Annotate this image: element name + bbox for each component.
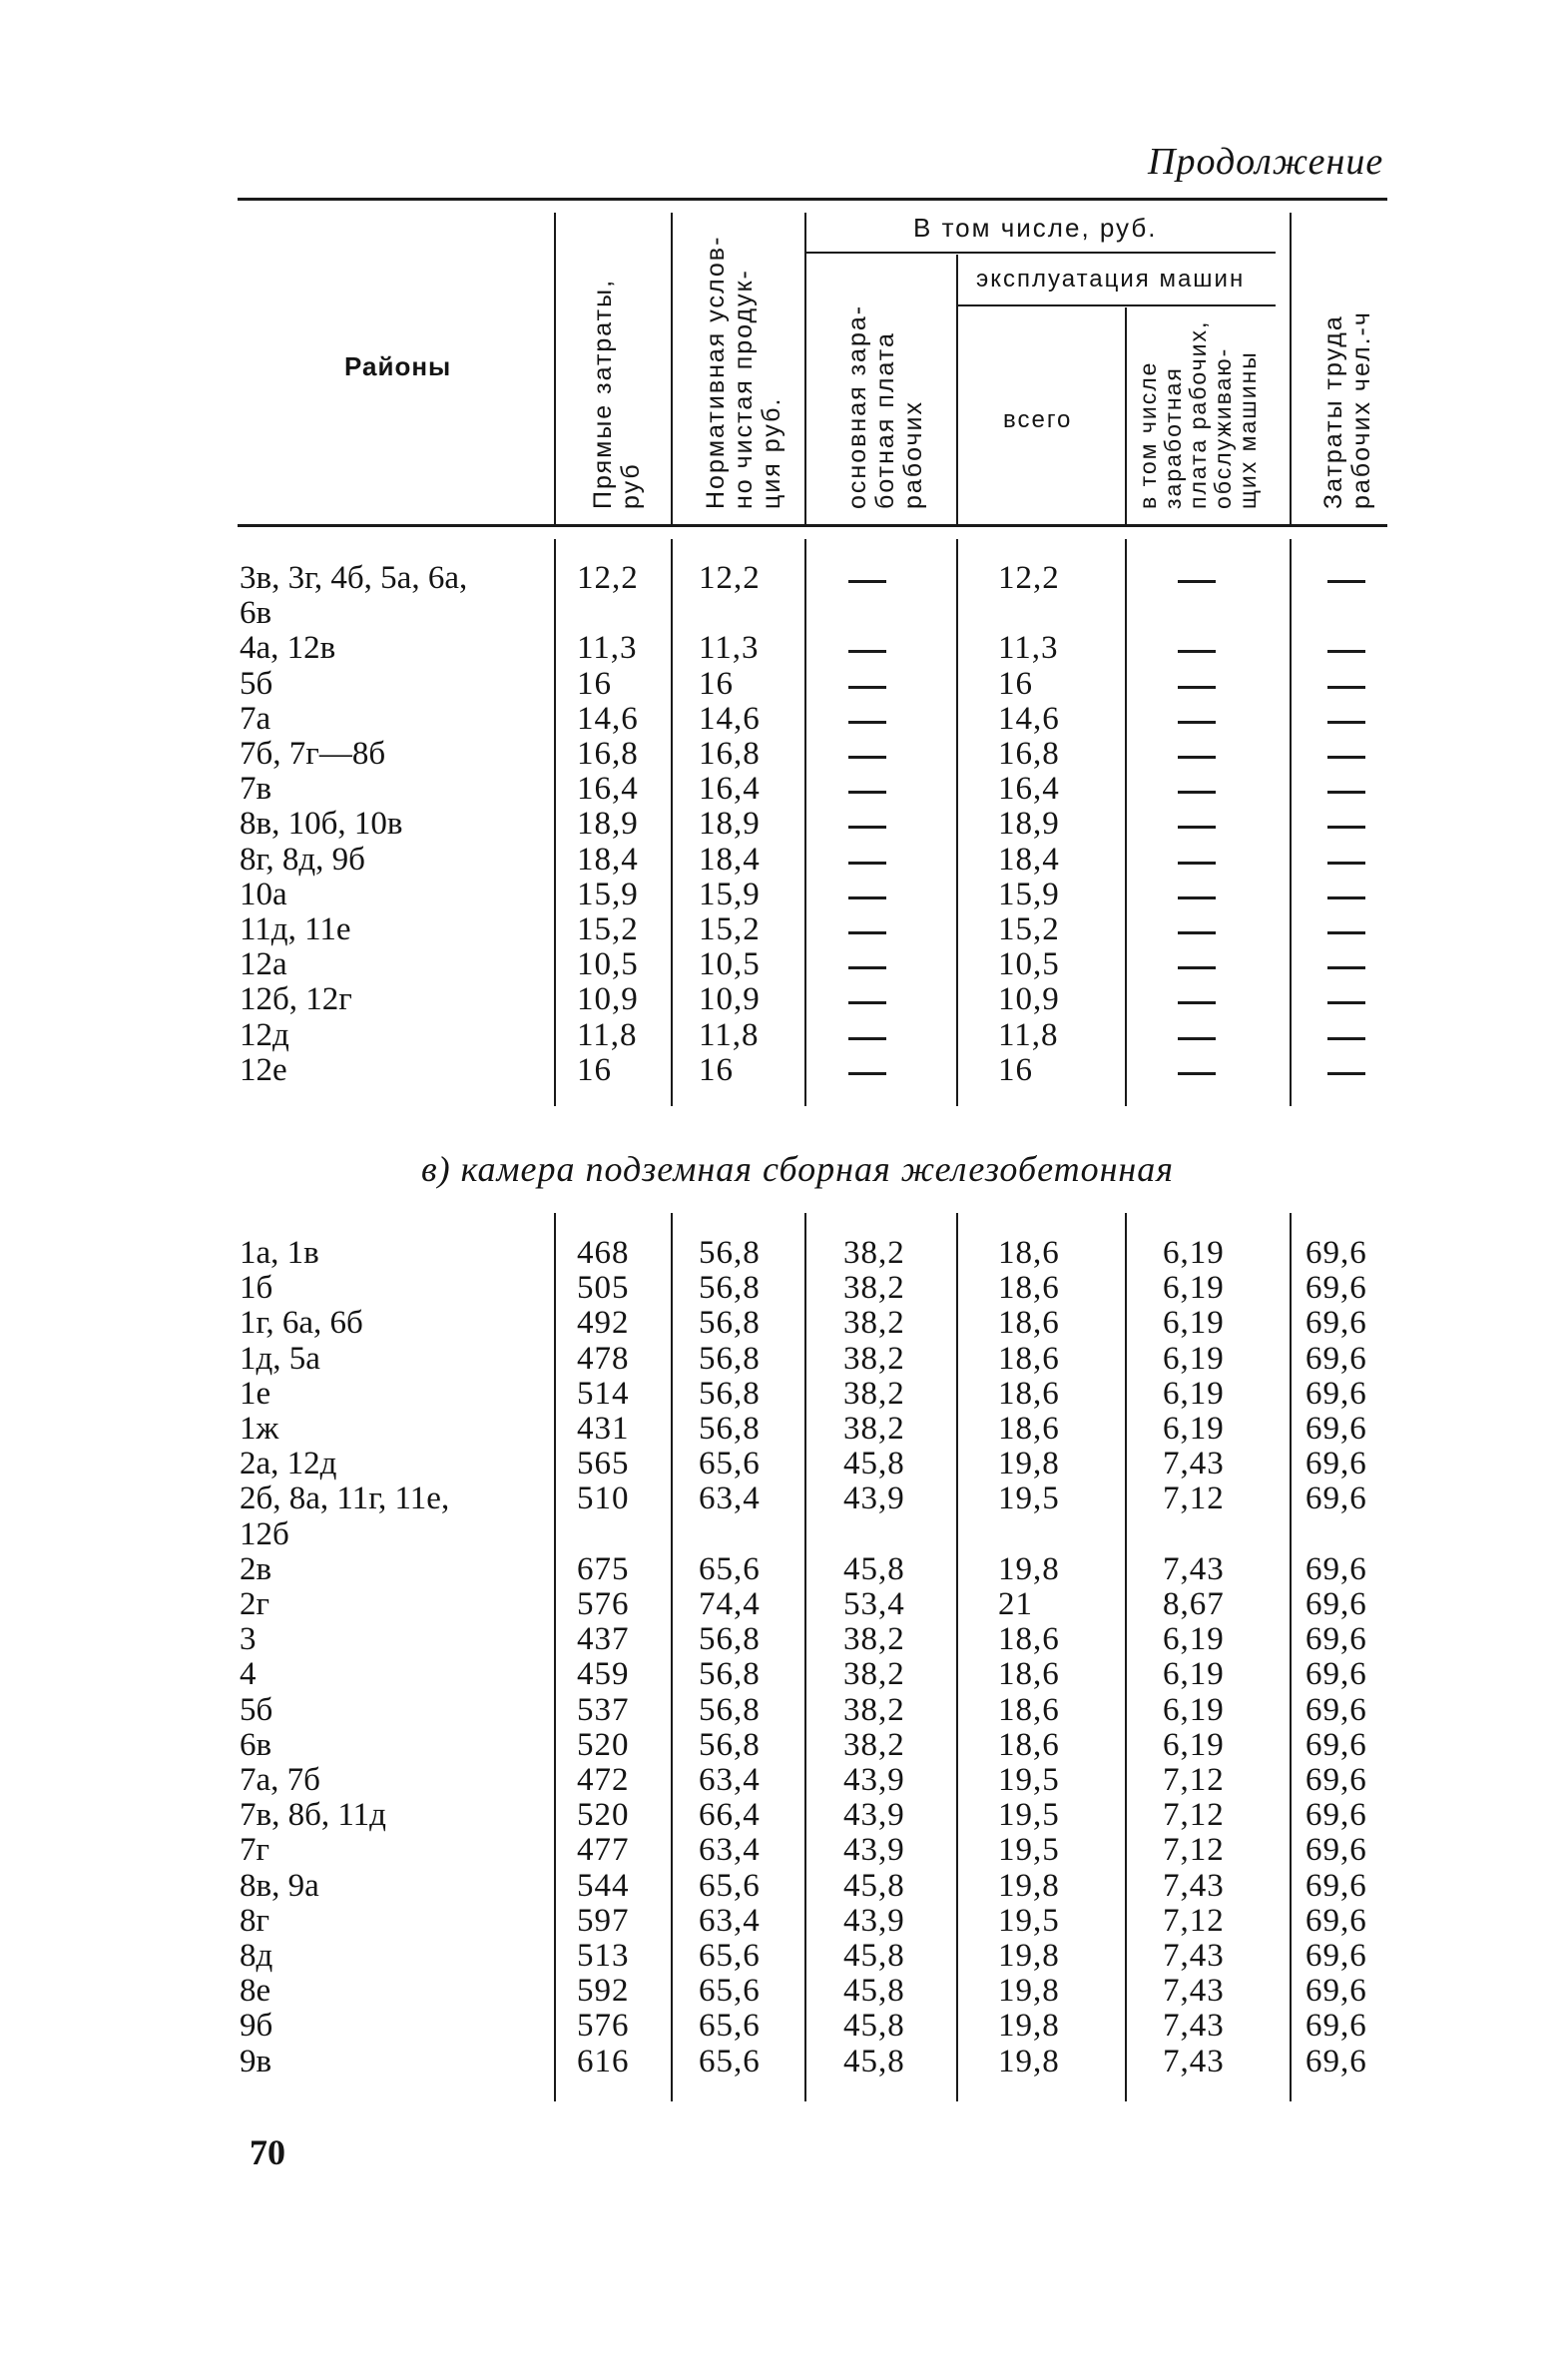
value-cell: 10,5 (699, 946, 761, 983)
header-vline-6 (1290, 213, 1292, 524)
value-cell: 576 (577, 2008, 630, 2045)
value-cell: 38,2 (843, 1340, 905, 1377)
dash-mark (1178, 896, 1216, 899)
rayon-cell: 7б, 7г—8б (240, 736, 386, 772)
s2-vline-2 (671, 1213, 673, 2101)
page-number: 70 (250, 2132, 285, 2172)
header-vline-3 (804, 213, 806, 524)
value-cell: 10,5 (577, 946, 639, 983)
value-cell: 45,8 (843, 2008, 905, 2045)
value-cell: 18,9 (699, 806, 761, 843)
dash-mark (1327, 1001, 1365, 1004)
rayon-cell: 6в (240, 1726, 272, 1763)
value-cell: 14,6 (577, 700, 639, 737)
dash-mark (848, 931, 886, 934)
value-cell: 437 (577, 1621, 630, 1658)
dash-mark (1327, 896, 1365, 899)
value-cell: 16,8 (577, 736, 639, 772)
value-cell: 65,6 (699, 1938, 761, 1974)
value-cell: 21 (998, 1586, 1033, 1622)
value-cell: 11,3 (998, 630, 1059, 667)
value-cell: 56,8 (699, 1340, 761, 1377)
dash-mark (1178, 791, 1216, 794)
rayon-cell: 12б, 12г (240, 981, 352, 1018)
value-cell: 65,6 (699, 2043, 761, 2079)
value-cell: 15,9 (699, 876, 761, 912)
header-vline-5 (1125, 307, 1127, 524)
value-cell: 56,8 (699, 1270, 761, 1307)
value-cell: 38,2 (843, 1305, 905, 1342)
rayon-cell: 8в, 9а (240, 1867, 319, 1904)
value-cell: 10,9 (577, 981, 639, 1018)
dash-mark (848, 756, 886, 759)
value-cell: 69,6 (1306, 1375, 1367, 1412)
value-cell: 7,12 (1163, 1762, 1225, 1798)
value-cell: 18,6 (998, 1621, 1060, 1658)
rayon-cell: 1д, 5а (240, 1340, 320, 1377)
rayon-cell: 8е (240, 1973, 271, 2010)
value-cell: 69,6 (1306, 1270, 1367, 1307)
rayon-cell: 12д (240, 1016, 289, 1053)
continuation-label: Продолжение (1148, 141, 1384, 183)
value-cell: 6,19 (1163, 1305, 1225, 1342)
value-cell: 16 (699, 665, 734, 702)
rayon-cell: 8в, 10б, 10в (240, 806, 403, 843)
value-cell: 38,2 (843, 1726, 905, 1763)
value-cell: 53,4 (843, 1586, 905, 1622)
section2-title: в) камера подземная сборная железобетонная (421, 1149, 1175, 1189)
value-cell: 520 (577, 1726, 630, 1763)
header-vline-2 (671, 213, 673, 524)
value-cell: 18,4 (998, 841, 1060, 878)
header-normativnaya: Нормативная услов- но чистая продук- ция руб. (702, 235, 785, 509)
value-cell: 18,9 (577, 806, 639, 843)
value-cell: 65,6 (699, 1446, 761, 1482)
value-cell: 16,4 (577, 771, 639, 808)
rayon-cell: 4а, 12в (240, 630, 336, 667)
value-cell: 616 (577, 2043, 630, 2079)
rayon-cell: 3в, 3г, 4б, 5а, 6а, (240, 560, 468, 596)
rayon-cell: 2в (240, 1550, 272, 1587)
value-cell: 520 (577, 1797, 630, 1834)
value-cell: 11,3 (699, 630, 760, 667)
rayon-cell: 12б (240, 1515, 289, 1552)
header-zatraty-truda: Затраты труда рабочих чел.-ч (1319, 310, 1375, 509)
header-vline-1 (554, 213, 556, 524)
value-cell: 19,5 (998, 1797, 1060, 1834)
value-cell: 65,6 (699, 1973, 761, 2010)
value-cell: 6,19 (1163, 1726, 1225, 1763)
value-cell: 19,8 (998, 1446, 1060, 1482)
value-cell: 65,6 (699, 1550, 761, 1587)
value-cell: 7,12 (1163, 1797, 1225, 1834)
value-cell: 69,6 (1306, 1938, 1367, 1974)
rayon-cell: 2г (240, 1586, 270, 1622)
s1-vline-3 (804, 539, 806, 1106)
value-cell: 16,8 (998, 736, 1060, 772)
value-cell: 597 (577, 1902, 630, 1939)
value-cell: 16 (577, 665, 612, 702)
value-cell: 43,9 (843, 1832, 905, 1869)
value-cell: 56,8 (699, 1235, 761, 1271)
value-cell: 7,43 (1163, 2008, 1225, 2045)
s1-vline-1 (554, 539, 556, 1106)
value-cell: 18,6 (998, 1411, 1060, 1447)
value-cell: 478 (577, 1340, 630, 1377)
value-cell: 477 (577, 1832, 630, 1869)
value-cell: 69,6 (1306, 1656, 1367, 1693)
value-cell: 69,6 (1306, 1586, 1367, 1622)
value-cell: 10,9 (998, 981, 1060, 1018)
header-vsego: всего (1003, 406, 1073, 433)
value-cell: 69,6 (1306, 1235, 1367, 1271)
value-cell: 431 (577, 1411, 630, 1447)
value-cell: 43,9 (843, 1797, 905, 1834)
value-cell: 69,6 (1306, 2043, 1367, 2079)
dash-mark (1178, 1001, 1216, 1004)
rayon-cell: 7в (240, 771, 272, 808)
s1-vline-2 (671, 539, 673, 1106)
dash-mark (1178, 826, 1216, 829)
rayon-cell: 9в (240, 2043, 272, 2079)
value-cell: 472 (577, 1762, 630, 1798)
rayon-cell: 7в, 8б, 11д (240, 1797, 386, 1834)
dash-mark (848, 580, 886, 583)
dash-mark (848, 1001, 886, 1004)
s2-vline-1 (554, 1213, 556, 2101)
dash-mark (1327, 686, 1365, 689)
value-cell: 8,67 (1163, 1586, 1225, 1622)
dash-mark (1327, 1072, 1365, 1075)
value-cell: 56,8 (699, 1656, 761, 1693)
value-cell: 16,4 (998, 771, 1060, 808)
value-cell: 7,43 (1163, 1446, 1225, 1482)
rayon-cell: 7а, 7б (240, 1762, 320, 1798)
value-cell: 56,8 (699, 1305, 761, 1342)
value-cell: 45,8 (843, 2043, 905, 2079)
header-v-tom-chisle: В том числе, руб. (913, 213, 1158, 243)
value-cell: 63,4 (699, 1762, 761, 1798)
value-cell: 19,8 (998, 2008, 1060, 2045)
dash-mark (1327, 826, 1365, 829)
s1-vline-5 (1125, 539, 1127, 1106)
rayon-cell: 3 (240, 1621, 257, 1658)
value-cell: 65,6 (699, 1867, 761, 1904)
dash-mark (1178, 1072, 1216, 1075)
value-cell: 18,6 (998, 1270, 1060, 1307)
value-cell: 45,8 (843, 1973, 905, 2010)
value-cell: 43,9 (843, 1762, 905, 1798)
value-cell: 69,6 (1306, 1691, 1367, 1728)
value-cell: 69,6 (1306, 1305, 1367, 1342)
value-cell: 14,6 (699, 700, 761, 737)
value-cell: 69,6 (1306, 1762, 1367, 1798)
value-cell: 6,19 (1163, 1270, 1225, 1307)
value-cell: 18,9 (998, 806, 1060, 843)
value-cell: 16,8 (699, 736, 761, 772)
s2-vline-3 (804, 1213, 806, 2101)
dash-mark (848, 721, 886, 724)
value-cell: 6,19 (1163, 1691, 1225, 1728)
value-cell: 19,5 (998, 1832, 1060, 1869)
value-cell: 492 (577, 1305, 630, 1342)
header-rayony: Районы (344, 351, 452, 381)
dash-mark (848, 650, 886, 653)
dash-mark (1178, 721, 1216, 724)
value-cell: 63,4 (699, 1902, 761, 1939)
value-cell: 69,6 (1306, 1340, 1367, 1377)
value-cell: 16 (577, 1051, 612, 1088)
rayon-cell: 1е (240, 1375, 271, 1412)
dash-mark (848, 896, 886, 899)
value-cell: 15,2 (577, 911, 639, 947)
value-cell: 7,12 (1163, 1481, 1225, 1517)
value-cell: 45,8 (843, 1938, 905, 1974)
value-cell: 69,6 (1306, 2008, 1367, 2045)
value-cell: 16 (998, 1051, 1033, 1088)
value-cell: 56,8 (699, 1411, 761, 1447)
value-cell: 18,6 (998, 1305, 1060, 1342)
value-cell: 69,6 (1306, 1621, 1367, 1658)
rayon-cell: 4 (240, 1656, 257, 1693)
value-cell: 6,19 (1163, 1621, 1225, 1658)
value-cell: 6,19 (1163, 1656, 1225, 1693)
rayon-cell: 1ж (240, 1411, 279, 1447)
dash-mark (1178, 862, 1216, 865)
value-cell: 544 (577, 1867, 630, 1904)
value-cell: 19,8 (998, 1867, 1060, 1904)
dash-mark (848, 826, 886, 829)
value-cell: 16,4 (699, 771, 761, 808)
value-cell: 11,8 (699, 1016, 760, 1053)
value-cell: 38,2 (843, 1691, 905, 1728)
rayon-cell: 1а, 1в (240, 1235, 319, 1271)
s2-vline-4 (956, 1213, 958, 2101)
dash-mark (848, 862, 886, 865)
value-cell: 19,8 (998, 1973, 1060, 2010)
value-cell: 459 (577, 1656, 630, 1693)
value-cell: 63,4 (699, 1832, 761, 1869)
value-cell: 7,12 (1163, 1902, 1225, 1939)
value-cell: 513 (577, 1938, 630, 1974)
value-cell: 19,5 (998, 1481, 1060, 1517)
value-cell: 69,6 (1306, 1902, 1367, 1939)
value-cell: 12,2 (699, 560, 761, 596)
value-cell: 69,6 (1306, 1797, 1367, 1834)
dash-mark (848, 966, 886, 969)
dash-mark (1178, 580, 1216, 583)
header-pryamye: Прямые затраты, руб (589, 278, 645, 509)
value-cell: 69,6 (1306, 1411, 1367, 1447)
dash-mark (848, 791, 886, 794)
rayon-cell: 1г, 6а, 6б (240, 1305, 363, 1342)
value-cell: 45,8 (843, 1550, 905, 1587)
value-cell: 69,6 (1306, 1481, 1367, 1517)
rayon-cell: 7г (240, 1832, 270, 1869)
rayon-cell: 2б, 8а, 11г, 11е, (240, 1481, 450, 1517)
value-cell: 19,5 (998, 1762, 1060, 1798)
value-cell: 12,2 (998, 560, 1060, 596)
value-cell: 6,19 (1163, 1235, 1225, 1271)
value-cell: 468 (577, 1235, 630, 1271)
value-cell: 56,8 (699, 1375, 761, 1412)
value-cell: 65,6 (699, 2008, 761, 2045)
dash-mark (1327, 580, 1365, 583)
value-cell: 10,5 (998, 946, 1060, 983)
dash-mark (1178, 686, 1216, 689)
value-cell: 74,4 (699, 1586, 761, 1622)
value-cell: 7,43 (1163, 1867, 1225, 1904)
value-cell: 6,19 (1163, 1411, 1225, 1447)
value-cell: 15,9 (577, 876, 639, 912)
s1-vline-4 (956, 539, 958, 1106)
rayon-cell: 8г (240, 1902, 270, 1939)
value-cell: 66,4 (699, 1797, 761, 1834)
header-vline-4 (956, 255, 958, 524)
rayon-cell: 12е (240, 1051, 287, 1088)
value-cell: 6,19 (1163, 1375, 1225, 1412)
value-cell: 38,2 (843, 1621, 905, 1658)
rayon-cell: 8д (240, 1938, 273, 1974)
value-cell: 63,4 (699, 1481, 761, 1517)
value-cell: 7,43 (1163, 2043, 1225, 2079)
header-osnovnaya: основная зара- ботная плата рабочих (843, 303, 927, 509)
value-cell: 38,2 (843, 1656, 905, 1693)
value-cell: 18,6 (998, 1340, 1060, 1377)
dash-mark (848, 1037, 886, 1040)
value-cell: 11,8 (577, 1016, 638, 1053)
value-cell: 38,2 (843, 1235, 905, 1271)
s2-vline-5 (1125, 1213, 1127, 2101)
value-cell: 537 (577, 1691, 630, 1728)
value-cell: 514 (577, 1375, 630, 1412)
value-cell: 43,9 (843, 1481, 905, 1517)
header-bottom-rule (238, 524, 1387, 527)
dash-mark (1327, 1037, 1365, 1040)
value-cell: 45,8 (843, 1867, 905, 1904)
value-cell: 15,2 (699, 911, 761, 947)
value-cell: 576 (577, 1586, 630, 1622)
in-total-rule (806, 252, 1276, 254)
rayon-cell: 5б (240, 1691, 273, 1728)
value-cell: 12,2 (577, 560, 639, 596)
value-cell: 7,12 (1163, 1832, 1225, 1869)
value-cell: 11,3 (577, 630, 638, 667)
rayon-cell: 11д, 11е (240, 911, 351, 947)
value-cell: 18,6 (998, 1235, 1060, 1271)
dash-mark (1178, 931, 1216, 934)
value-cell: 19,8 (998, 1938, 1060, 1974)
header-v-tom-chisle-zar: в том числе заработная плата рабочих, обслуживаю- щих машины (1135, 319, 1261, 509)
rayon-cell: 5б (240, 665, 273, 702)
rayon-cell: 7а (240, 700, 271, 737)
value-cell: 43,9 (843, 1902, 905, 1939)
value-cell: 11,8 (998, 1016, 1059, 1053)
value-cell: 675 (577, 1550, 630, 1587)
value-cell: 18,4 (699, 841, 761, 878)
value-cell: 69,6 (1306, 1973, 1367, 2010)
value-cell: 56,8 (699, 1621, 761, 1658)
value-cell: 38,2 (843, 1375, 905, 1412)
value-cell: 565 (577, 1446, 630, 1482)
value-cell: 510 (577, 1481, 630, 1517)
value-cell: 505 (577, 1270, 630, 1307)
value-cell: 18,4 (577, 841, 639, 878)
value-cell: 7,43 (1163, 1938, 1225, 1974)
dash-mark (1178, 1037, 1216, 1040)
value-cell: 10,9 (699, 981, 761, 1018)
value-cell: 19,8 (998, 1550, 1060, 1587)
header-top-rule (238, 198, 1387, 201)
dash-mark (848, 1072, 886, 1075)
value-cell: 6,19 (1163, 1340, 1225, 1377)
dash-mark (1327, 791, 1365, 794)
value-cell: 7,43 (1163, 1550, 1225, 1587)
dash-mark (1327, 966, 1365, 969)
value-cell: 15,9 (998, 876, 1060, 912)
header-ekspluatatsiya: эксплуатация машин (976, 266, 1246, 293)
value-cell: 38,2 (843, 1270, 905, 1307)
rayon-cell: 12а (240, 946, 287, 983)
dash-mark (1178, 650, 1216, 653)
value-cell: 14,6 (998, 700, 1060, 737)
value-cell: 69,6 (1306, 1550, 1367, 1587)
exploitation-rule (958, 304, 1276, 306)
value-cell: 69,6 (1306, 1867, 1367, 1904)
value-cell: 16 (998, 665, 1033, 702)
value-cell: 16 (699, 1051, 734, 1088)
dash-mark (1178, 966, 1216, 969)
value-cell: 45,8 (843, 1446, 905, 1482)
rayon-cell: 6в (240, 595, 272, 632)
value-cell: 19,5 (998, 1902, 1060, 1939)
value-cell: 18,6 (998, 1375, 1060, 1412)
dash-mark (848, 686, 886, 689)
rayon-cell: 9б (240, 2008, 273, 2045)
value-cell: 19,8 (998, 2043, 1060, 2079)
value-cell: 56,8 (699, 1726, 761, 1763)
dash-mark (1327, 756, 1365, 759)
value-cell: 15,2 (998, 911, 1060, 947)
value-cell: 69,6 (1306, 1832, 1367, 1869)
rayon-cell: 10а (240, 876, 287, 912)
dash-mark (1178, 756, 1216, 759)
dash-mark (1327, 931, 1365, 934)
value-cell: 18,6 (998, 1726, 1060, 1763)
value-cell: 38,2 (843, 1411, 905, 1447)
rayon-cell: 2а, 12д (240, 1446, 337, 1482)
value-cell: 56,8 (699, 1691, 761, 1728)
dash-mark (1327, 650, 1365, 653)
value-cell: 18,6 (998, 1691, 1060, 1728)
value-cell: 18,6 (998, 1656, 1060, 1693)
s2-vline-6 (1290, 1213, 1292, 2101)
rayon-cell: 8г, 8д, 9б (240, 841, 365, 878)
value-cell: 7,43 (1163, 1973, 1225, 2010)
dash-mark (1327, 862, 1365, 865)
value-cell: 69,6 (1306, 1446, 1367, 1482)
dash-mark (1327, 721, 1365, 724)
value-cell: 592 (577, 1973, 630, 2010)
value-cell: 69,6 (1306, 1726, 1367, 1763)
rayon-cell: 1б (240, 1270, 273, 1307)
s1-vline-6 (1290, 539, 1292, 1106)
